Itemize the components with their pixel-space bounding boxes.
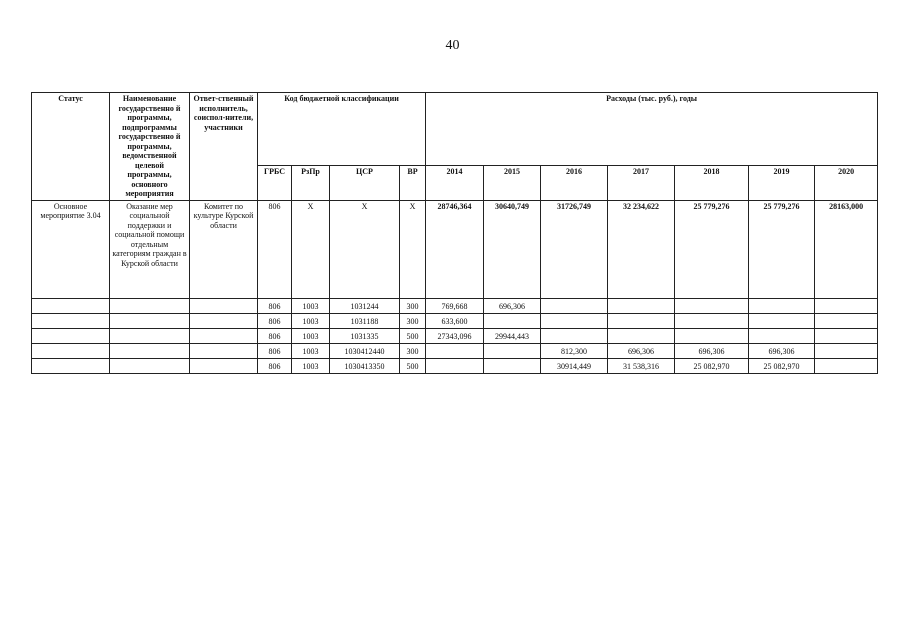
value-2014-cell [426,358,484,373]
value-2014-cell: 27343,096 [426,328,484,343]
value-2018-cell: 696,306 [675,343,749,358]
rzpr-cell: X [292,200,330,298]
grbs-cell: 806 [258,358,292,373]
value-2016-cell: 812,300 [541,343,608,358]
value-2015-cell [484,343,541,358]
value-2017-cell: 696,306 [608,343,675,358]
value-2019-cell [749,328,815,343]
year-2018-header: 2018 [675,166,749,201]
year-2015-header: 2015 [484,166,541,201]
value-2016-cell: 30914,449 [541,358,608,373]
value-2014-cell: 28746,364 [426,200,484,298]
executor-cell: Комитет по культуре Курской области [190,200,258,298]
value-2019-cell [749,313,815,328]
table-row [32,313,878,328]
value-2020-cell [815,313,878,328]
year-2016-header: 2016 [541,166,608,201]
value-2017-cell: 31 538,316 [608,358,675,373]
grbs-cell: 806 [258,313,292,328]
value-2020-cell [815,298,878,313]
rzpr-cell: 1003 [292,298,330,313]
value-2018-cell [675,328,749,343]
value-2016-cell [541,313,608,328]
value-2019-cell: 696,306 [749,343,815,358]
header-row-1 [32,93,878,166]
rzpr-header: РзПр [292,166,330,201]
year-2019-header: 2019 [749,166,815,201]
year-2020-header: 2020 [815,166,878,201]
csr-cell: 1031335 [330,328,400,343]
csr-header: ЦСР [330,166,400,201]
year-2014-header: 2014 [426,166,484,201]
value-2020-cell: 28163,000 [815,200,878,298]
value-2016-cell [541,328,608,343]
vr-cell: X [400,200,426,298]
value-2020-cell [815,343,878,358]
value-2019-cell [749,298,815,313]
year-2017-header: 2017 [608,166,675,201]
value-2017-cell [608,313,675,328]
table-row [32,343,878,358]
value-2015-cell: 30640,749 [484,200,541,298]
grbs-cell: 806 [258,328,292,343]
value-2015-cell [484,313,541,328]
csr-cell: 1030412440 [330,343,400,358]
vr-cell: 500 [400,358,426,373]
table-row [32,358,878,373]
value-2015-cell: 696,306 [484,298,541,313]
table-row [32,328,878,343]
main-activity-row [32,200,878,298]
value-2014-cell: 769,668 [426,298,484,313]
value-2016-cell [541,298,608,313]
rzpr-cell: 1003 [292,328,330,343]
value-2017-cell [608,298,675,313]
expenses-header: Расходы (тыс. руб.), годы [426,93,878,166]
vr-cell: 300 [400,298,426,313]
budget-table [31,92,878,374]
value-2018-cell [675,298,749,313]
name-header: Наименование государственно й программы, подпрограммы государственно й программы, ведомственной целевой программы, основного мероприятия [110,93,190,201]
activity-name-cell: Оказание мер социальной поддержки и социальной помощи отдельным категориям граждан в Курской области [110,200,190,298]
status-cell: Основное мероприятие 3.04 [32,200,110,298]
value-2014-cell: 633,600 [426,313,484,328]
value-2017-cell: 32 234,622 [608,200,675,298]
value-2018-cell [675,313,749,328]
page-number: 40 [445,38,460,53]
value-2018-cell: 25 082,970 [675,358,749,373]
value-2020-cell [815,328,878,343]
grbs-cell: 806 [258,343,292,358]
value-2017-cell [608,328,675,343]
csr-cell: 1031188 [330,313,400,328]
value-2019-cell: 25 779,276 [749,200,815,298]
value-2019-cell: 25 082,970 [749,358,815,373]
rzpr-cell: 1003 [292,313,330,328]
csr-cell: 1031244 [330,298,400,313]
vr-header: ВР [400,166,426,201]
rzpr-cell: 1003 [292,358,330,373]
value-2020-cell [815,358,878,373]
csr-cell: 1030413350 [330,358,400,373]
executor-header: Ответ-ственный исполнитель, соиспол-нители, участники [190,93,258,201]
status-header: Статус [32,93,110,201]
budget-code-header: Код бюджетной классификации [258,93,426,166]
value-2018-cell: 25 779,276 [675,200,749,298]
grbs-cell: 806 [258,200,292,298]
value-2015-cell [484,358,541,373]
table-row [32,298,878,313]
rzpr-cell: 1003 [292,343,330,358]
value-2015-cell: 29944,443 [484,328,541,343]
value-2014-cell [426,343,484,358]
vr-cell: 300 [400,343,426,358]
value-2016-cell: 31726,749 [541,200,608,298]
vr-cell: 300 [400,313,426,328]
csr-cell: X [330,200,400,298]
vr-cell: 500 [400,328,426,343]
grbs-header: ГРБС [258,166,292,201]
grbs-cell: 806 [258,298,292,313]
